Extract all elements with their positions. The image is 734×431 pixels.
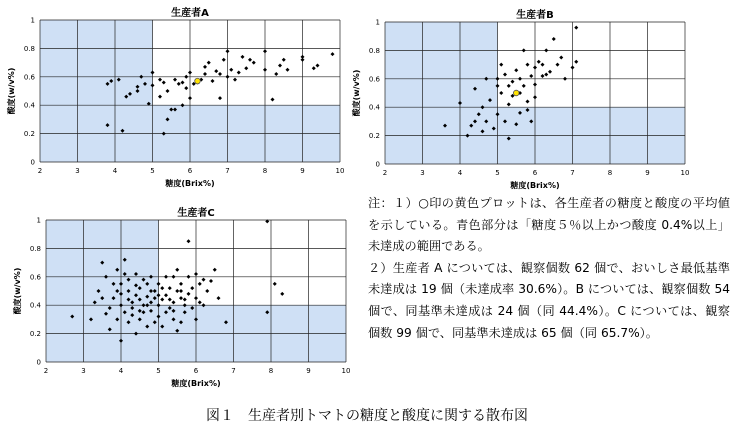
data-point <box>173 78 177 82</box>
x-axis-label: 糖度(Brix%) <box>171 379 221 388</box>
x-tick-label: 2 <box>37 167 43 175</box>
data-point <box>187 275 191 279</box>
y-tick-label: 0.6 <box>368 75 380 84</box>
data-point <box>164 293 168 297</box>
data-point <box>331 52 335 56</box>
x-tick-label: 10 <box>341 367 351 375</box>
data-point <box>286 68 290 72</box>
data-point <box>187 292 191 296</box>
data-point <box>194 272 198 276</box>
x-tick-label: 10 <box>680 169 690 177</box>
note-line-1: 注：１）○印の黄色プロットは、各生産者の糖度と酸度の平均値を示している。青色部分は「糖度５％以上かつ酸度 0.4%以上」未達成の範囲である。 <box>368 196 730 254</box>
data-point <box>188 71 192 75</box>
data-point <box>198 300 202 304</box>
x-tick-label: 3 <box>81 367 86 375</box>
data-point <box>522 84 526 88</box>
data-point <box>503 73 507 77</box>
data-point <box>574 26 578 30</box>
data-point <box>229 68 233 72</box>
y-tick-label: 0.8 <box>23 44 35 53</box>
chart-title: 生産者A <box>171 8 209 19</box>
x-tick-label: 9 <box>645 169 650 177</box>
data-point <box>162 80 166 84</box>
x-tick-label: 7 <box>231 367 236 375</box>
x-tick-label: 8 <box>607 169 613 177</box>
data-point <box>533 65 537 69</box>
data-point <box>168 286 172 290</box>
data-point <box>522 48 526 52</box>
x-tick-label: 6 <box>532 169 538 177</box>
chart-title: 生産者C <box>177 208 215 219</box>
data-point <box>217 296 221 300</box>
data-point <box>184 75 188 79</box>
x-tick-label: 4 <box>112 167 118 175</box>
data-point <box>158 95 162 99</box>
data-point <box>563 77 567 81</box>
data-point <box>541 63 545 67</box>
data-point <box>218 72 222 76</box>
y-tick-label: 0.2 <box>368 132 380 141</box>
data-point <box>274 72 278 76</box>
y-axis-label: 酸度(w/v%) <box>7 67 16 115</box>
x-tick-label: 3 <box>420 169 425 177</box>
y-tick-label: 0 <box>36 358 41 367</box>
data-point <box>533 82 537 86</box>
data-point <box>312 66 316 70</box>
data-point <box>158 78 162 82</box>
data-point <box>179 296 183 300</box>
data-point <box>511 80 515 84</box>
data-point <box>559 56 563 60</box>
data-point <box>187 239 191 243</box>
chart-note <box>368 193 730 344</box>
data-point <box>271 98 275 102</box>
y-tick-label: 0.2 <box>29 330 41 339</box>
data-point <box>507 84 511 88</box>
chart-svg-c <box>6 204 356 396</box>
data-point <box>183 298 187 302</box>
data-point <box>263 49 267 53</box>
data-point <box>574 60 578 64</box>
data-point <box>218 96 222 100</box>
data-point <box>175 268 179 272</box>
data-point <box>316 63 320 67</box>
figure-caption: 図１ 生産者別トマトの糖度と酸度に関する散布図 <box>206 408 528 424</box>
data-point <box>222 58 226 62</box>
note-line-2: ２）生産者 A については、観察個数 62 個で、おいしさ最低基準未達成は 19 個（未達成率 30.6%）。B については、観察個数 54 個で、同基準未達成は 24 個（同 44.4%）。C については、観察個数 99 個で、同基準未達成は 65 個（同 65.7%）。 <box>368 260 730 340</box>
data-point <box>207 61 211 65</box>
y-axis-label: 酸度(w/v%) <box>13 267 22 315</box>
x-axis-label: 糖度(Brix%) <box>165 179 215 188</box>
x-tick-label: 4 <box>457 169 463 177</box>
data-point <box>190 286 194 290</box>
data-point <box>233 78 237 82</box>
data-point <box>552 37 556 41</box>
x-axis-label: 糖度(Brix%) <box>510 181 560 190</box>
data-point <box>164 275 168 279</box>
data-point <box>194 296 198 300</box>
shaded-region-low-brix <box>46 220 159 362</box>
x-tick-label: 5 <box>495 169 500 177</box>
x-tick-label: 5 <box>150 167 155 175</box>
y-axis-label: 酸度(w/v%) <box>352 69 361 117</box>
data-point <box>526 100 530 104</box>
y-tick-label: 0.6 <box>23 73 35 82</box>
y-tick-label: 0.2 <box>23 130 35 139</box>
data-point <box>526 63 530 67</box>
shaded-region-low-brix <box>385 22 498 164</box>
y-tick-label: 0.4 <box>29 301 41 310</box>
chart-svg-b <box>345 6 695 198</box>
data-point <box>177 82 181 86</box>
data-point <box>282 58 286 62</box>
x-tick-label: 8 <box>262 167 268 175</box>
chart-svg-a <box>0 4 350 196</box>
data-point <box>263 68 267 72</box>
data-point <box>273 282 277 286</box>
chart-title: 生産者B <box>516 10 554 21</box>
data-point <box>499 91 503 95</box>
data-point <box>237 71 241 75</box>
data-point <box>571 65 575 69</box>
data-point <box>507 102 511 106</box>
y-tick-label: 0.4 <box>23 101 35 110</box>
y-tick-label: 1 <box>30 16 35 25</box>
x-tick-label: 2 <box>382 169 388 177</box>
data-point <box>168 298 172 302</box>
y-tick-label: 0 <box>30 158 35 167</box>
data-point <box>537 60 541 64</box>
data-point <box>548 70 552 74</box>
data-point <box>172 300 176 304</box>
data-point <box>226 49 230 53</box>
x-tick-label: 6 <box>193 367 199 375</box>
data-point <box>202 278 206 282</box>
data-point <box>529 74 533 78</box>
data-point <box>166 89 170 93</box>
data-point <box>533 95 537 99</box>
scatter-chart-producer-c <box>6 204 356 396</box>
data-point <box>252 61 256 65</box>
scatter-chart-producer-a <box>0 4 350 196</box>
data-point <box>514 68 518 72</box>
data-point <box>544 73 548 77</box>
data-point <box>213 268 217 272</box>
data-point <box>188 96 192 100</box>
data-point <box>205 289 209 293</box>
x-tick-label: 8 <box>268 367 274 375</box>
data-point <box>211 79 215 83</box>
data-point <box>544 48 548 52</box>
data-point <box>248 58 252 62</box>
y-tick-label: 0 <box>375 160 380 169</box>
mean-marker <box>513 90 519 96</box>
x-tick-label: 4 <box>118 367 124 375</box>
data-point <box>241 55 245 59</box>
data-point <box>556 63 560 67</box>
y-tick-label: 1 <box>375 18 380 27</box>
data-point <box>179 289 183 293</box>
y-tick-label: 0.8 <box>29 244 41 253</box>
x-tick-label: 7 <box>225 167 230 175</box>
data-point <box>203 65 207 69</box>
y-tick-label: 0.4 <box>368 103 380 112</box>
y-tick-label: 1 <box>36 216 41 225</box>
x-tick-label: 9 <box>306 367 311 375</box>
x-tick-label: 5 <box>156 367 161 375</box>
data-point <box>175 289 179 293</box>
x-tick-label: 3 <box>75 167 80 175</box>
x-tick-label: 6 <box>187 167 193 175</box>
data-point <box>244 66 248 70</box>
data-point <box>226 75 230 79</box>
data-point <box>499 63 503 67</box>
x-tick-label: 7 <box>570 169 575 177</box>
data-point <box>214 69 218 73</box>
data-point <box>518 77 522 81</box>
data-point <box>203 72 207 76</box>
data-point <box>541 74 545 78</box>
data-point <box>179 282 183 286</box>
data-point <box>184 86 188 90</box>
data-point <box>280 292 284 296</box>
data-point <box>172 275 176 279</box>
data-point <box>301 55 305 59</box>
data-point <box>198 282 202 286</box>
data-point <box>181 80 185 84</box>
x-tick-label: 10 <box>335 167 345 175</box>
data-point <box>278 63 282 67</box>
y-tick-label: 0.6 <box>29 273 41 282</box>
scatter-chart-producer-b <box>345 6 695 198</box>
data-point <box>160 298 164 302</box>
data-point <box>209 279 213 283</box>
y-tick-label: 0.8 <box>368 46 380 55</box>
x-tick-label: 9 <box>300 167 305 175</box>
data-point <box>160 286 164 290</box>
mean-marker <box>195 78 201 84</box>
x-tick-label: 2 <box>43 367 49 375</box>
